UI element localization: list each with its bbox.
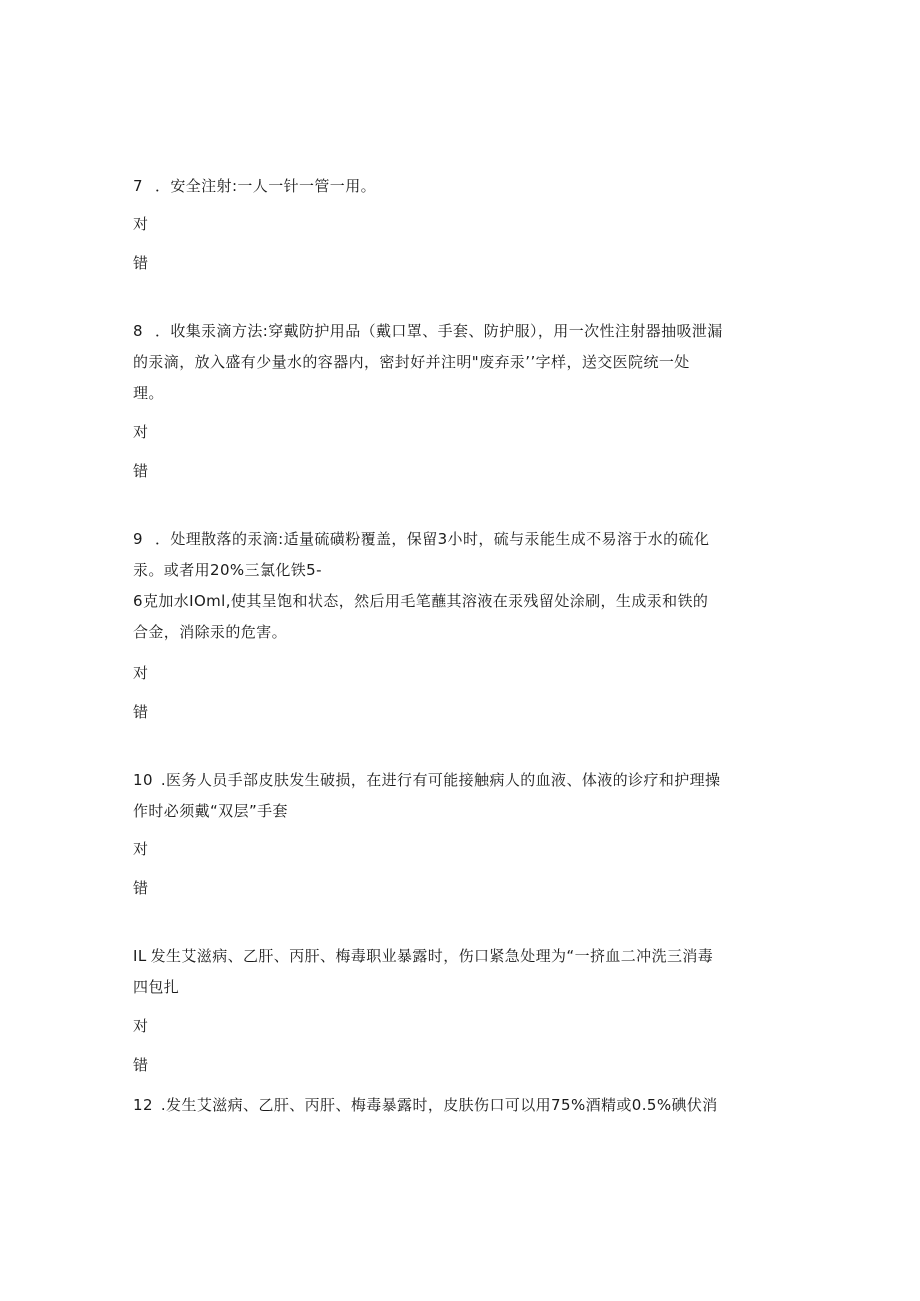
question-number: 10 (133, 771, 153, 789)
question-number: 8 (133, 322, 143, 340)
question-10 (133, 765, 793, 827)
question-8 (133, 316, 793, 409)
question-11-line-1 (133, 941, 793, 972)
question-9-line-3: 6克加水IOml,使其呈饱和状态，然后用毛笔蘸其溶液在汞残留处涂刷，生成汞和铁的 (133, 592, 709, 610)
question-8-line-3: 理。 (133, 384, 164, 402)
option-false[interactable]: 错 (133, 879, 149, 897)
option-false[interactable]: 错 (133, 462, 149, 480)
question-number: IL (133, 947, 147, 965)
question-10-line-2: 作时必须戴“双层”手套 (133, 802, 288, 820)
question-11 (133, 941, 793, 1003)
question-text: ．处理散落的汞滴:适量硫磺粉覆盖，保留3小时，硫与汞能生成不易溶于水的硫化 (154, 530, 710, 548)
question-9 (133, 524, 793, 648)
option-false[interactable]: 错 (133, 254, 149, 272)
question-7-line-1 (133, 171, 793, 202)
question-8-line-1 (133, 316, 793, 347)
question-number: 9 (133, 530, 143, 548)
question-text: .医务人员手部皮肤发生破损，在进行有可能接触病人的血液、体液的诊疗和护理操 (160, 771, 721, 789)
option-true[interactable]: 对 (133, 423, 149, 441)
question-text: 发生艾滋病、乙肝、丙肝、梅毒职业暴露时，伤口紧急处理为“一挤血二冲洗三消毒 (150, 947, 714, 965)
question-8-line-2: 的汞滴，放入盛有少量水的容器内，密封好并注明"废弃汞’’字样，送交医院统一处 (133, 353, 690, 371)
question-number: 12 (133, 1096, 153, 1114)
question-9-line-1 (133, 524, 793, 555)
question-12-line-1 (133, 1090, 793, 1121)
option-true[interactable]: 对 (133, 664, 149, 682)
question-12 (133, 1090, 793, 1121)
option-true[interactable]: 对 (133, 215, 149, 233)
question-11-line-2: 四包扎 (133, 978, 180, 996)
option-false[interactable]: 错 (133, 703, 149, 721)
question-9-line-2: 汞。或者用20%三氯化铁5- (133, 561, 322, 579)
question-number: 7 (133, 177, 143, 195)
question-text: ．安全注射:一人一针一管一用。 (154, 177, 377, 195)
question-10-line-1 (133, 765, 793, 796)
option-true[interactable]: 对 (133, 840, 149, 858)
question-9-line-4: 合金，消除汞的危害。 (133, 623, 288, 641)
question-text: .发生艾滋病、乙肝、丙肝、梅毒暴露时，皮肤伤口可以用75%酒精或0.5%碘伏消 (160, 1096, 718, 1114)
question-text: ．收集汞滴方法:穿戴防护用品（戴口罩、手套、防护服），用一次性注射器抽吸泄漏 (154, 322, 723, 340)
option-true[interactable]: 对 (133, 1017, 149, 1035)
option-false[interactable]: 错 (133, 1056, 149, 1074)
question-7 (133, 171, 793, 202)
